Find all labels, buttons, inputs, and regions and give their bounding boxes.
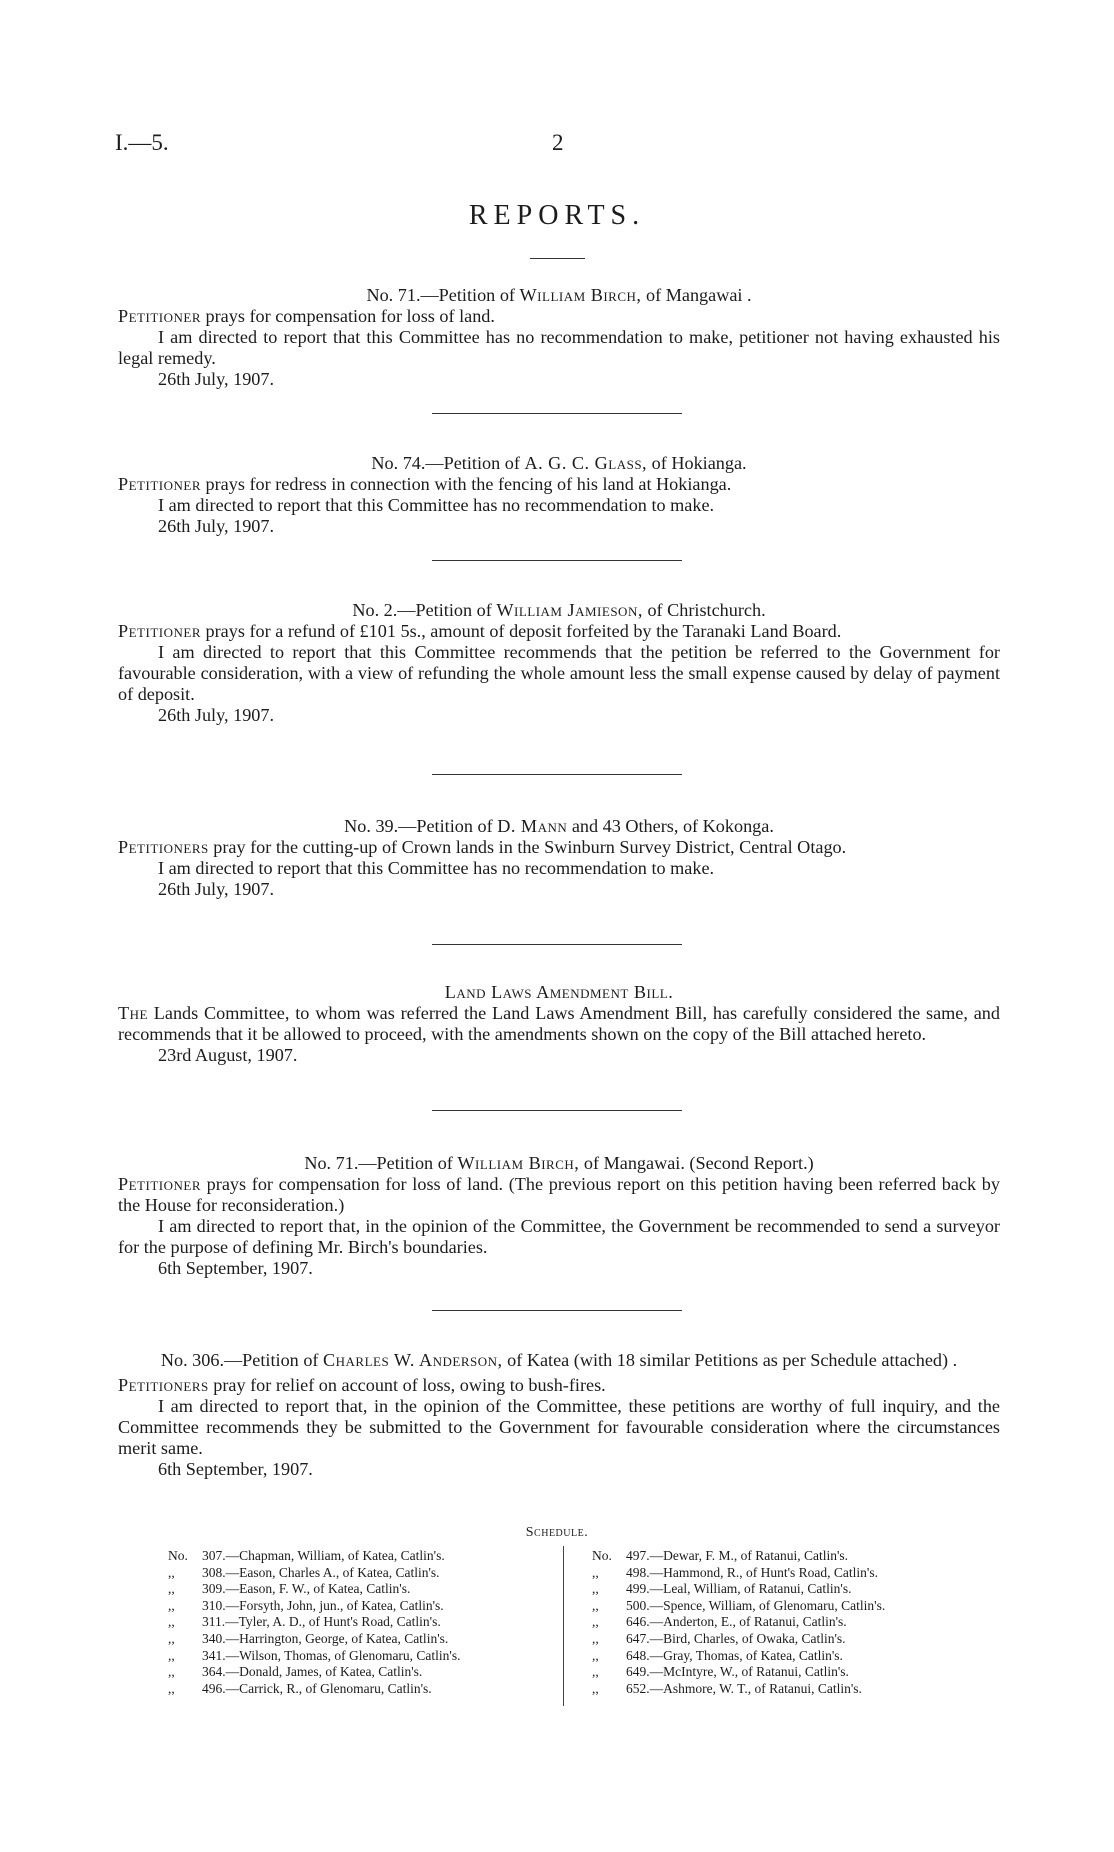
report-heading: No. 71.—Petition of William Birch, of Mangawai . xyxy=(366,285,752,305)
section-rule xyxy=(432,560,682,561)
schedule-entry: ,, 496.—Carrick, R., of Glenomaru, Catlin's. xyxy=(168,1680,432,1696)
schedule-entry: ,, 646.—Anderton, E., of Ratanui, Catlin's. xyxy=(592,1614,847,1630)
page-title: REPORTS. xyxy=(468,200,646,231)
schedule-right-column xyxy=(592,1548,885,1697)
report-71-second xyxy=(118,1153,1000,1279)
schedule-entry: ,, 311.—Tyler, A. D., of Hunt's Road, Catlin's. xyxy=(168,1614,441,1630)
schedule-entry: ,, 308.—Eason, Charles A., of Katea, Catlin's. xyxy=(168,1564,440,1580)
report-date: 26th July, 1907. xyxy=(158,516,275,536)
report-71 xyxy=(118,285,1000,390)
schedule-entry: ,, 341.—Wilson, Thomas, of Glenomaru, Catlin's. xyxy=(168,1647,461,1663)
schedule-entry: ,, 648.—Gray, Thomas, of Katea, Catlin's. xyxy=(592,1647,843,1663)
schedule-entry: ,, 652.—Ashmore, W. T., of Ratanui, Catlin's. xyxy=(592,1680,862,1696)
report-petition: Petitioner prays for compensation for loss of land. xyxy=(118,306,495,326)
land-laws-amendment-bill xyxy=(118,982,1000,1066)
schedule-entry: ,, 309.—Eason, F. W., of Katea, Catlin's. xyxy=(168,1581,411,1597)
schedule-entry: No. 307.—Chapman, William, of Katea, Catlin's. xyxy=(168,1548,445,1563)
page-number: 2 xyxy=(552,130,564,155)
section-rule xyxy=(432,944,682,945)
schedule-entry: No. 497.—Dewar, F. M., of Ratanui, Catlin's. xyxy=(592,1548,849,1563)
report-petition: Petitioner prays for a refund of £101 5s., amount of deposit forfeited by the Taranaki Land Board. xyxy=(118,621,842,641)
report-petition: Petitioner prays for redress in connection with the fencing of his land at Hokianga. xyxy=(118,474,732,494)
schedule-divider xyxy=(563,1546,564,1706)
schedule-entry: ,, 500.—Spence, William, of Glenomaru, Catlin's. xyxy=(592,1597,886,1613)
report-39 xyxy=(118,816,1000,900)
schedule-entry: ,, 499.—Leal, William, of Ratanui, Catlin's. xyxy=(592,1581,852,1597)
report-date: 6th September, 1907. xyxy=(158,1258,313,1278)
report-heading: No. 306.—Petition of Charles W. Anderson, of Katea (with 18 similar Petitions as per Schedule attached) . xyxy=(160,1350,958,1370)
section-rule xyxy=(432,1310,682,1311)
schedule-entry: ,, 310.—Forsyth, John, jun., of Katea, Catlin's. xyxy=(168,1597,444,1613)
report-finding: I am directed to report that this Committee has no recommendation to make. xyxy=(158,495,715,515)
report-body: The Lands Committee, to whom was referred the Land Laws Amendment Bill, has carefully considered the same, and recommends that it be allowed to proceed, with the amendments shown on the copy of the Bill attached hereto. xyxy=(118,1003,1000,1044)
report-petition: Petitioner prays for compensation for loss of land. (The previous report on this petition having been referred back by the House for reconsideration.) xyxy=(118,1174,1000,1215)
title-rule xyxy=(530,258,585,259)
report-date: 23rd August, 1907. xyxy=(158,1045,298,1065)
schedule-entry: ,, 340.—Harrington, George, of Katea, Catlin's. xyxy=(168,1630,449,1646)
report-finding: I am directed to report that this Committee recommends that the petition be referred to the Government for favourable consideration, with a view of refunding the whole amount less the small expense caused by delay of payment of deposit. xyxy=(118,642,1000,704)
series-reference: I.—5. xyxy=(115,130,169,155)
report-2 xyxy=(118,600,1000,726)
schedule-entry: ,, 649.—McIntyre, W., of Ratanui, Catlin's. xyxy=(592,1664,849,1680)
report-date: 26th July, 1907. xyxy=(158,879,275,899)
report-heading: No. 2.—Petition of William Jamieson, of Christchurch. xyxy=(352,600,766,620)
report-finding: I am directed to report that, in the opinion of the Committee, the Government be recommended to send a surveyor for the purpose of defining Mr. Birch's boundaries. xyxy=(118,1216,1000,1257)
report-petition: Petitioners pray for relief on account of loss, owing to bush-fires. xyxy=(118,1375,606,1395)
report-finding: I am directed to report that this Committee has no recommendation to make. xyxy=(158,858,715,878)
section-rule xyxy=(432,774,682,775)
section-rule xyxy=(432,413,682,414)
report-finding: I am directed to report that this Committee has no recommendation to make, petitioner not having exhausted his legal remedy. xyxy=(118,327,1000,368)
schedule-entry: ,, 498.—Hammond, R., of Hunt's Road, Catlin's. xyxy=(592,1564,878,1580)
report-heading: Land Laws Amendment Bill. xyxy=(444,982,674,1002)
report-date: 6th September, 1907. xyxy=(158,1459,313,1479)
report-74 xyxy=(118,453,1000,537)
report-heading: No. 39.—Petition of D. Mann and 43 Others, of Kokonga. xyxy=(344,816,774,836)
report-306 xyxy=(118,1350,1000,1480)
schedule-left-column xyxy=(168,1548,461,1697)
report-date: 26th July, 1907. xyxy=(158,369,275,389)
schedule-entry: ,, 647.—Bird, Charles, of Owaka, Catlin's. xyxy=(592,1630,846,1646)
schedule-title: Schedule. xyxy=(525,1525,589,1540)
section-rule xyxy=(432,1110,682,1111)
report-heading: No. 74.—Petition of A. G. C. Glass, of Hokianga. xyxy=(371,453,747,473)
report-finding: I am directed to report that, in the opinion of the Committee, these petitions are worthy of full inquiry, and the Committee recommends they be submitted to the Government for favourable consideration where the circumstances merit same. xyxy=(118,1396,1000,1458)
report-date: 26th July, 1907. xyxy=(158,705,275,725)
report-petition: Petitioners pray for the cutting-up of Crown lands in the Swinburn Survey District, Central Otago. xyxy=(118,837,847,857)
schedule-entry: ,, 364.—Donald, James, of Katea, Catlin's. xyxy=(168,1664,423,1680)
report-heading: No. 71.—Petition of William Birch, of Mangawai. (Second Report.) xyxy=(304,1153,814,1173)
